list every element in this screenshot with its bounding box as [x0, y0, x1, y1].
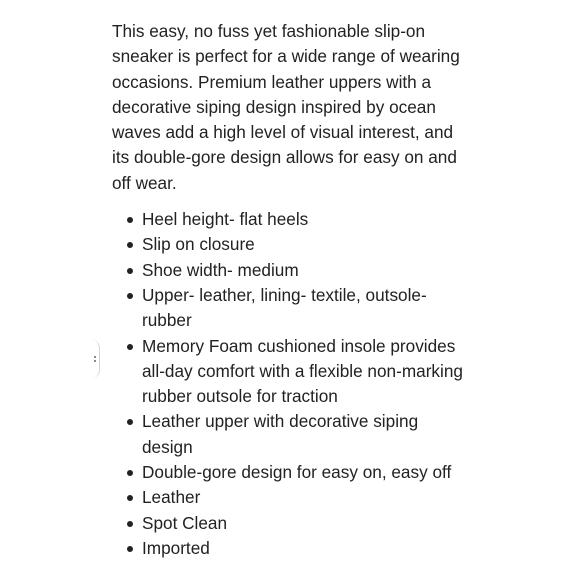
- list-item: [112, 460, 472, 485]
- product-details: [112, 19, 472, 561]
- bullet-icon: [127, 419, 133, 425]
- bullet-icon: [127, 268, 133, 274]
- bullet-icon: [127, 521, 133, 527]
- bullet-icon: [127, 546, 133, 552]
- feature-text: Double-gore design for easy on, easy off: [142, 462, 452, 483]
- list-item: [112, 485, 472, 510]
- feature-text: Heel height- flat heels: [142, 209, 309, 230]
- list-item: [112, 409, 472, 460]
- bullet-icon: [127, 344, 133, 350]
- feature-text: Memory Foam cushioned insole provides all-day comfort with a flexible non-marking rubber outsole for traction: [142, 335, 463, 407]
- feature-list: [112, 207, 472, 561]
- list-item: [112, 258, 472, 283]
- list-item: [112, 232, 472, 257]
- feature-text: Upper- leather, lining- textile, outsole- rubber: [142, 284, 427, 331]
- feature-text: Leather upper with decorative siping design: [142, 411, 419, 457]
- list-item: [112, 334, 472, 410]
- list-item: [112, 536, 472, 561]
- bullet-icon: [127, 293, 133, 299]
- feature-text: Slip on closure: [142, 234, 255, 255]
- feature-text: Shoe width- medium: [142, 259, 299, 280]
- bullet-icon: [127, 470, 133, 476]
- list-item: [112, 511, 472, 536]
- drag-handle-icon[interactable]: [92, 340, 100, 378]
- bullet-icon: [127, 495, 133, 501]
- product-description: This easy, no fuss yet fashionable slip-on sneaker is perfect for a wide range of wearing occasions. Premium leather uppers with a decorative siping design inspired by ocean waves add a high level of visual interest, and its double-gore design allows for easy on and off wear.: [112, 21, 460, 193]
- list-item: [112, 283, 472, 334]
- feature-text: Leather: [142, 487, 201, 508]
- grip-dots-icon: [94, 356, 98, 362]
- bullet-icon: [127, 242, 133, 248]
- bullet-icon: [127, 217, 133, 223]
- list-item: [112, 207, 472, 232]
- feature-text: Spot Clean: [142, 512, 228, 533]
- feature-text: Imported: [142, 537, 210, 558]
